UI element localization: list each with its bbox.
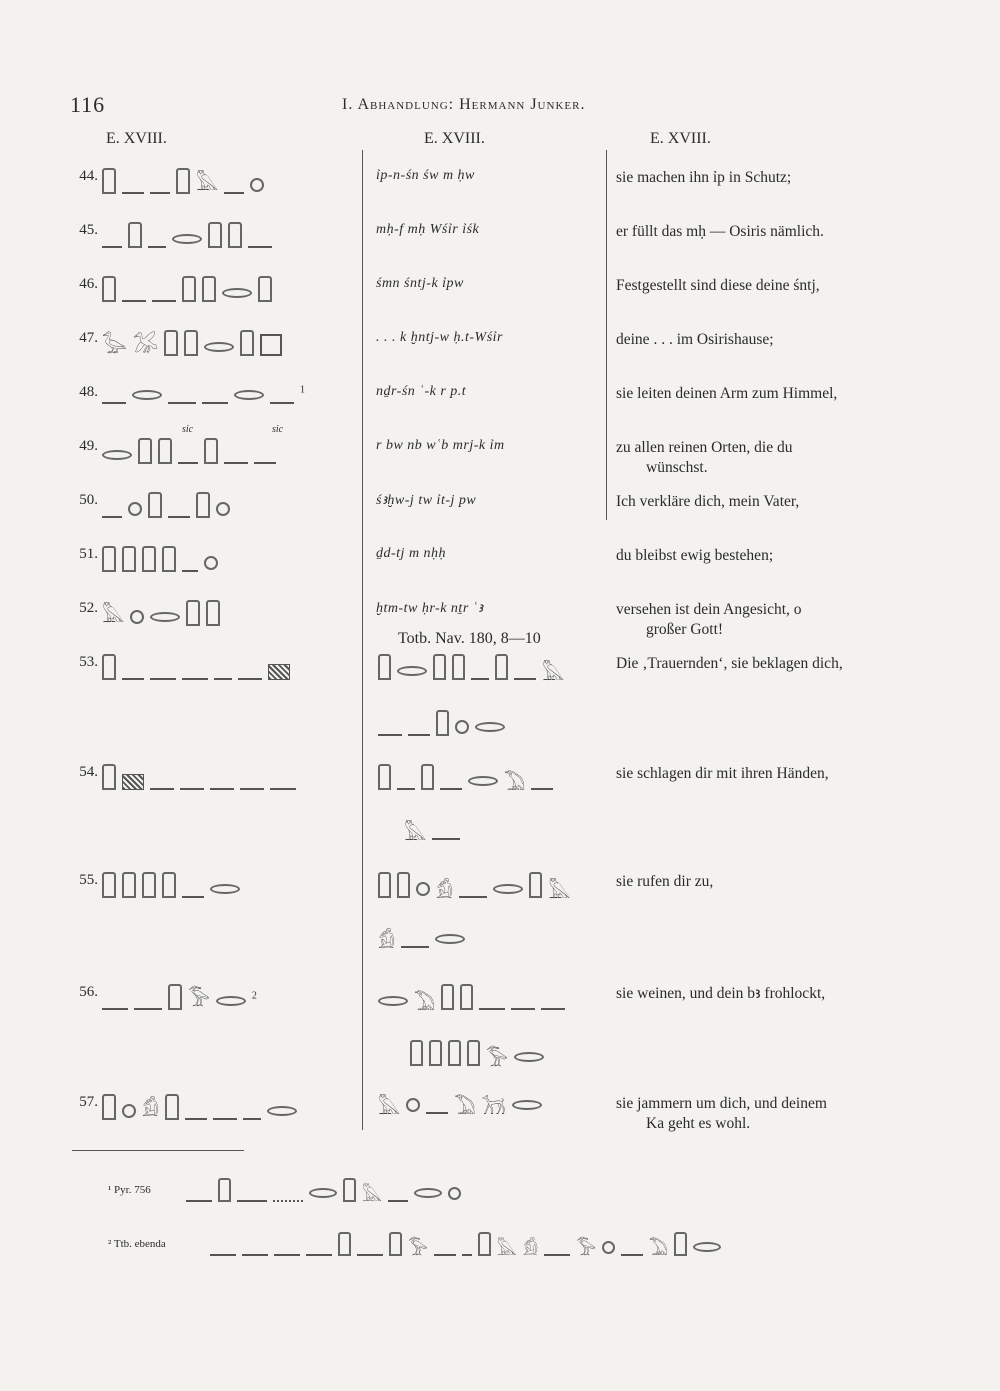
hieroglyph-line-totb: 𓀁 [378, 928, 598, 952]
column-header-right: E. XVIII. [650, 130, 711, 147]
footnote-mark: 1 [300, 384, 305, 396]
translation: sie rufen dir zu, [616, 873, 714, 890]
translation: sie weinen, und dein bꜣ frohlockt, [616, 985, 826, 1002]
footnote-hieroglyphs: 𓅣 𓅓 𓀁 𓅣 𓅐 [210, 1232, 727, 1254]
hieroglyph-line: 𓅓 [102, 168, 332, 192]
row-number: 49. [79, 438, 98, 454]
row-number: 48. [79, 384, 98, 400]
hieroglyph-line [102, 222, 332, 246]
footnote-mark: 2 [251, 990, 257, 1002]
hieroglyph-line: 𓅣 $^2$ [102, 984, 332, 1008]
translation: zu allen reinen Orten, die du wünschst. [616, 439, 793, 476]
hieroglyph-line-totb: 𓅓 [378, 654, 598, 678]
translation: er füllt das mḥ — Osiris nämlich. [616, 223, 824, 240]
hieroglyph-line-totb: 𓅓 𓅐 𓃡 [378, 1094, 598, 1118]
row-number: 50. [79, 492, 98, 508]
hieroglyph-line [102, 438, 332, 462]
hieroglyph-line-totb: 𓅐 [378, 984, 598, 1008]
hieroglyph-line: 𓅭 𓅮 [102, 330, 332, 354]
footnote-label: ¹ Pyr. 756 [108, 1184, 151, 1196]
transliteration: mḥ-f mḥ Wśỉr ỉśk [376, 222, 480, 237]
hieroglyph-line: 𓅓 [102, 600, 332, 624]
page-number: 116 [70, 92, 106, 117]
hieroglyph-line-totb: 𓅓 [404, 820, 624, 844]
row-number: 53. [79, 654, 98, 670]
translation: Ich verkläre dich, mein Vater, [616, 493, 800, 510]
hieroglyph-line: 𓀁 [102, 1094, 332, 1118]
hieroglyph-line [102, 872, 332, 896]
row-number: 44. [79, 168, 98, 184]
translation: sie leiten deinen Arm zum Himmel, [616, 385, 838, 402]
transliteration: ḏd-tj m nḥḥ [376, 546, 447, 561]
column-header-left: E. XVIII. [106, 130, 167, 147]
translation: sie schlagen dir mit ihren Händen, [616, 765, 829, 782]
sic-mark: sic [182, 424, 194, 435]
row-number: 54. [79, 764, 98, 780]
running-head: I. Abhandlung: Hermann Junker. [342, 96, 586, 113]
row-number: 55. [79, 872, 98, 888]
transliteration: ỉp-n-śn św m ḥw [376, 168, 475, 183]
row-number: 51. [79, 546, 98, 562]
hieroglyph-line-totb [378, 710, 598, 734]
row-number: 46. [79, 276, 98, 292]
hieroglyph-line-totb: 𓅐 [378, 764, 598, 788]
hieroglyph-line [102, 276, 332, 300]
column-divider-right [606, 150, 607, 520]
row-number: 45. [79, 222, 98, 238]
translation: du bleibst ewig bestehen; [616, 547, 774, 564]
totb-reference: Totb. Nav. 180, 8—10 [398, 630, 541, 647]
transliteration: r bw nb wʿb mrj-k ỉm [376, 438, 505, 453]
row-number: 57. [79, 1094, 98, 1110]
hieroglyph-line-totb: 𓀁 𓅓 [378, 872, 598, 896]
sic-mark: sic [272, 424, 284, 435]
column-divider-left [362, 150, 363, 1130]
row-number: 52. [79, 600, 98, 616]
translation: versehen ist dein Angesicht, o großer Gott! [616, 601, 802, 638]
translation: Festgestellt sind diese deine śntj, [616, 277, 820, 294]
footnote-rule [72, 1150, 244, 1151]
translation: sie jammern um dich, und deinem Ka geht es wohl. [616, 1095, 827, 1132]
translation: deine . . . im Osirishause; [616, 331, 774, 348]
transliteration: ḫtm-tw ḥr-k nṯr ʿꜣ [376, 601, 484, 616]
translation: Die ‚Trauernden‘, sie beklagen dich, [616, 655, 843, 672]
hieroglyph-line [102, 764, 332, 788]
hieroglyph-line [102, 654, 332, 678]
transliteration: śꜣḫw-j tw ỉt-j pw [376, 493, 477, 508]
row-number: 56. [79, 984, 98, 1000]
transliteration: nḏr-śn ʿ-k r p.t [376, 384, 467, 399]
hieroglyph-line [102, 492, 332, 516]
row-number: 47. [79, 330, 98, 346]
footnote-label: ² Ttb. ebenda [108, 1238, 166, 1250]
footnote-hieroglyphs: 𓅓 [186, 1178, 467, 1200]
hieroglyph-line [102, 384, 332, 408]
hieroglyph-line-totb: 𓅣 [410, 1040, 630, 1064]
hieroglyph-line [102, 546, 332, 570]
translation: sie machen ihn ỉp in Schutz; [616, 169, 792, 186]
transliteration: śmn śntj-k ỉpw [376, 276, 464, 291]
transliteration: . . . k ḫntj-w ḥ.t-Wśỉr [376, 330, 503, 345]
column-header-middle: E. XVIII. [424, 130, 485, 147]
